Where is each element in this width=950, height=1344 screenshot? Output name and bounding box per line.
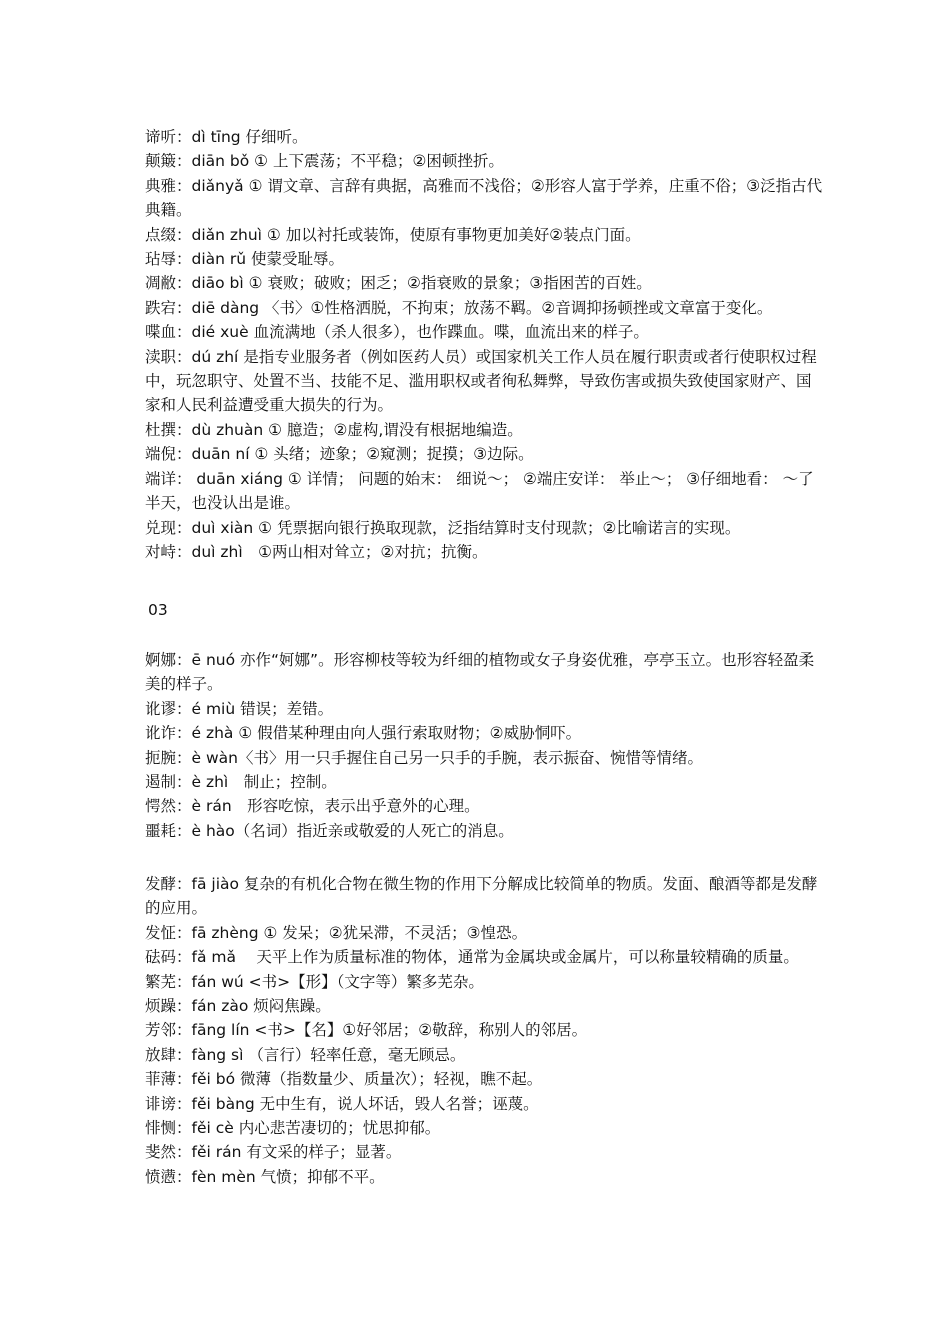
entry-ezhi: 遏制：è zhì 制止；控制。	[145, 773, 337, 792]
entry-feibo: 菲薄：fěi bó 微薄（指数量少、质量次）；轻视，瞧不起。	[145, 1070, 543, 1089]
entry-enuo: 婀娜：ē nuó 亦作“妸娜”。形容柳枝等较为纤细的植物或女子身姿优雅，亭亭玉立。也形容轻盈柔美的样子。	[145, 651, 815, 694]
entry-diting: 谛听：dì tīng 仔细听。	[145, 128, 308, 146]
entry-duanxiang: 端详： duān xiáng ① 详情； 问题的始末： 细说～； ②端庄安详： 举止～； ③仔细地看： ～了半天，也没认出是谁。	[145, 469, 814, 513]
entry-list-d	[145, 125, 825, 564]
entry-feibang: 诽谤：fěi bàng 无中生有，说人坏话，毁人名誉；诬蔑。	[145, 1094, 539, 1113]
entry-dianya: 典雅：diǎnyǎ ① 谓文章、言辞有典据，高雅而不浅俗；②形容人富于学养，庄重不俗；③泛指古代典籍。	[145, 176, 823, 220]
entry-fama: 砝码：fǎ mǎ 天平上作为质量标准的物体，通常为金属块或金属片，可以称量较精确的质量。	[145, 948, 799, 967]
entry-dianzhui: 点缀：diǎn zhuì ① 加以衬托或装饰，使原有事物更加美好②装点门面。	[145, 225, 641, 244]
entry-dianbo: 颠簸：diān bǒ ① 上下震荡；不平稳；②困顿挫折。	[145, 152, 504, 171]
entry-list-f	[145, 872, 825, 1189]
entry-duzhuan: 杜撰：dù zhuàn ① 臆造；②虚构,谓没有根据地编造。	[145, 420, 523, 439]
entry-duanni: 端倪：duān ní ① 头绪；迹象；②窥测；捉摸；③边际。	[145, 445, 534, 464]
entry-duizhi: 对峙：duì zhì ①两山相对耸立；②对抗；抗衡。	[145, 542, 488, 561]
entry-duzhi: 渎职：dú zhí 是指专业服务者（例如医药人员）或国家机关工作人员在履行职责或者行使职权过程中，玩忽职守、处置不当、技能不足、滥用职权或者徇私舞弊，导致伤害或损失致使国家财产、国家和人民利益遭受重大损失的行为。	[145, 347, 817, 415]
entry-ezha: 讹诈：é zhà ① 假借某种理由向人强行索取财物；②威胁恫吓。	[145, 724, 582, 743]
section-number: 03	[148, 601, 168, 619]
entry-list-e	[145, 648, 825, 843]
entry-fanzao: 烦躁：fán zào 烦闷焦躁。	[145, 997, 331, 1016]
entry-emiu: 讹谬：é miù 错误；差错。	[145, 699, 334, 718]
entry-fajiao: 发酵：fā jiào 复杂的有机化合物在微生物的作用下分解成比较简单的物质。发面、酿酒等都是发酵的应用。	[145, 875, 818, 918]
entry-eran: 愕然：è rán 形容吃惊，表示出乎意外的心理。	[145, 797, 480, 816]
entry-feice: 悱恻：fěi cè 内心悲苦凄切的；忧思抑郁。	[145, 1119, 441, 1138]
entry-diedang: 跌宕：diē dàng 〈书〉①性格洒脱，不拘束；放荡不羁。②音调抑扬顿挫或文章富于变化。	[145, 298, 773, 317]
entry-feiran: 斐然：fěi rán 有文采的样子；显著。	[145, 1143, 402, 1162]
entry-fangsi: 放肆：fàng sì （言行）轻率任意，毫无顾忌。	[145, 1045, 466, 1064]
entry-duixian: 兑现：duì xiàn ① 凭票据向银行换取现款，泛指结算时支付现款；②比喻诺言的实现。	[145, 518, 741, 537]
entry-ewan: 扼腕：è wàn〈书〉用一只手握住自己另一只手的手腕，表示振奋、惋惜等情绪。	[145, 748, 703, 767]
entry-ehao: 噩耗：è hào（名词）指近亲或敬爱的人死亡的消息。	[145, 821, 514, 840]
entry-fanwu: 繁芜：fán wú <书>【形】（文字等）繁多芜杂。	[145, 972, 484, 991]
entry-fanglin: 芳邻：fāng lín <书>【名】①好邻居；②敬辞，称别人的邻居。	[145, 1021, 588, 1040]
entry-fenmen: 愤懑：fèn mèn 气愤；抑郁不平。	[145, 1167, 385, 1186]
entry-fazheng: 发怔：fā zhèng ① 发呆；②犹呆滞，不灵活；③惶恐。	[145, 923, 528, 942]
entry-diaobi: 凋敝：diāo bì ① 衰败；破败；困乏；②指衰败的景象；③指困苦的百姓。	[145, 274, 652, 293]
entry-diexue: 喋血：dié xuè 血流满地（杀人很多），也作蹀血。喋，血流出来的样子。	[145, 323, 649, 342]
entry-dianru: 玷辱：diàn rǔ 使蒙受耻辱。	[145, 250, 345, 269]
